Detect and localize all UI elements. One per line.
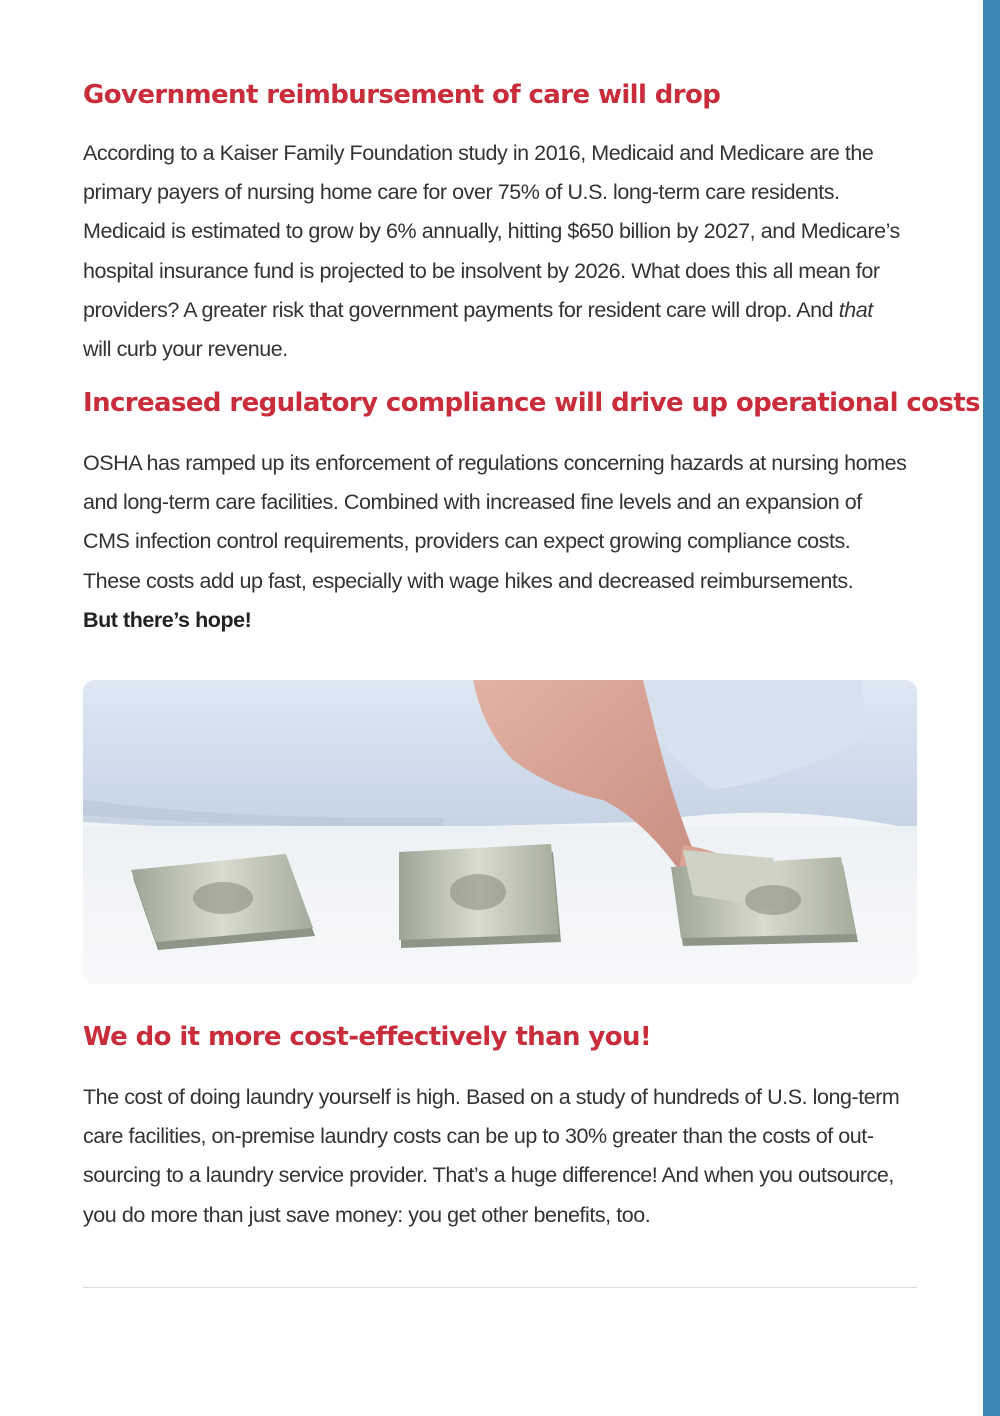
body-line: hospital insurance fund is projected to be insolvent by 2026. What does this all mean for	[83, 258, 880, 283]
body-line: you do more than just save money: you get other benefits, too.	[83, 1202, 651, 1227]
hope-callout: But there’s hope!	[83, 607, 252, 632]
body-line	[83, 291, 923, 330]
bill-stack-middle	[399, 844, 561, 948]
body-line-text: providers? A greater risk that government payments for resident care will drop. And	[83, 297, 839, 322]
body-line: Medicaid is estimated to grow by 6% annually, hitting $650 billion by 2027, and Medicare’s	[83, 219, 900, 244]
body-line: These costs add up fast, especially with wage hikes and decreased reimbursements.	[83, 568, 854, 593]
section-heading-reimbursement: Government reimbursement of care will drop	[83, 80, 721, 110]
side-accent-bar	[983, 0, 1000, 1416]
body-line: CMS infection control requirements, providers can expect growing compliance costs.	[83, 529, 851, 554]
body-line: will curb your revenue.	[83, 337, 288, 362]
section-heading-cost-effective: We do it more cost-effectively than you!	[83, 1022, 652, 1052]
body-line: primary payers of nursing home care for over 75% of U.S. long-term care residents.	[83, 180, 840, 205]
emphasis-text: that	[838, 297, 873, 322]
body-line: sourcing to a laundry service provider. That’s a huge difference! And when you outsource,	[83, 1163, 894, 1188]
money-counting-photo	[83, 680, 917, 984]
body-line: care facilities, on-premise laundry costs can be up to 30% greater than the costs of out-	[83, 1124, 874, 1149]
bill-stack-right	[671, 850, 858, 946]
section-body-cost-effective	[83, 1078, 923, 1235]
body-line: OSHA has ramped up its enforcement of regulations concerning hazards at nursing homes	[83, 451, 907, 475]
section-heading-compliance: Increased regulatory compliance will drive up operational costs	[83, 388, 980, 418]
body-line: The cost of doing laundry yourself is high. Based on a study of hundreds of U.S. long-term	[83, 1085, 900, 1109]
section-body-reimbursement	[83, 134, 923, 369]
section-body-compliance	[83, 444, 923, 640]
body-line: According to a Kaiser Family Foundation study in 2016, Medicaid and Medicare are the	[83, 141, 874, 165]
body-line: and long-term care facilities. Combined with increased fine levels and an expansion of	[83, 490, 862, 515]
photo-illustration	[83, 680, 917, 984]
bill-stack-left	[131, 854, 315, 950]
footer-divider	[83, 1287, 917, 1288]
